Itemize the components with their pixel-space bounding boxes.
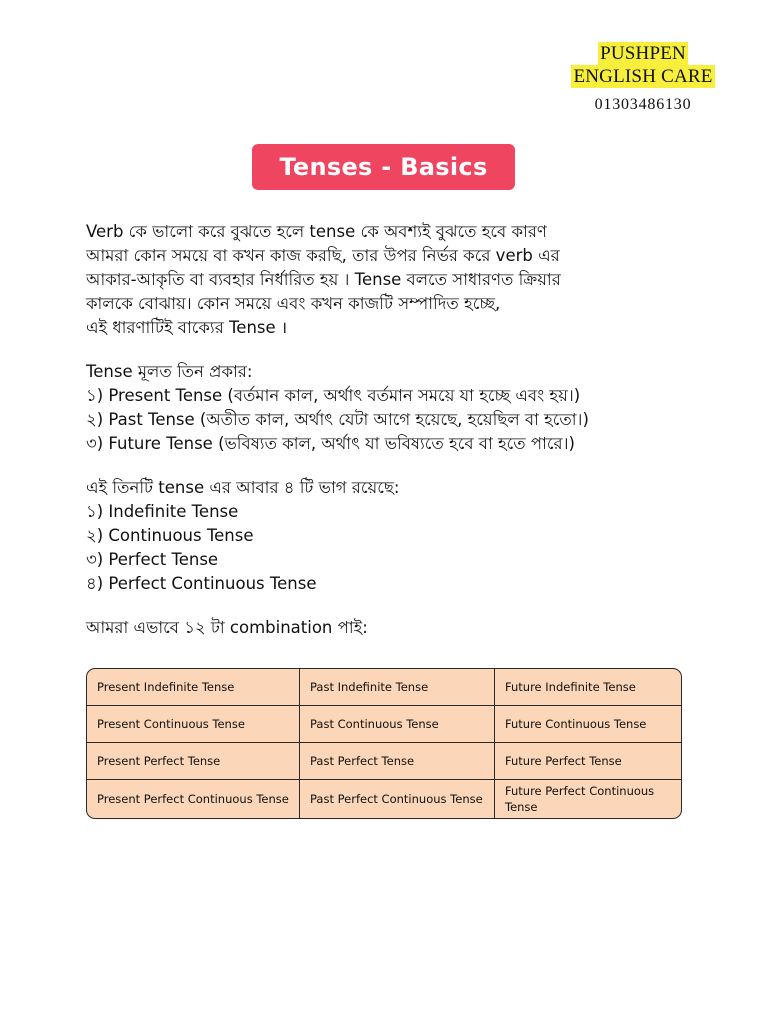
list-item: ২) Past Tense (অতীত কাল, অর্থাৎ যেটা আগে হয়েছে, হয়েছিল বা হতো।)	[86, 410, 589, 429]
intro-line: Verb কে ভালো করে বুঝতে হলে tense কে অবশ্যই বুঝতে হবে কারণ	[86, 222, 547, 241]
table-cell: Future Perfect Tense	[495, 743, 682, 780]
page-title: Tenses - Basics	[252, 144, 515, 190]
list-item: ১) Present Tense (বর্তমান কাল, অর্থাৎ বর্তমান সময়ে যা হচ্ছে এবং হয়।)	[86, 386, 581, 405]
intro-line: এই ধারণাটিই বাক্যের Tense ।	[86, 318, 288, 337]
list-item: ১) Indefinite Tense	[86, 502, 239, 521]
table-cell: Future Continuous Tense	[495, 706, 682, 743]
table-cell: Present Perfect Tense	[87, 743, 300, 780]
brand-name-line-1: PUSHPEN	[600, 43, 686, 64]
tense-combination-table	[86, 668, 682, 819]
brand-name-line-2: ENGLISH CARE	[573, 66, 713, 87]
list-item: ৪) Perfect Continuous Tense	[86, 574, 317, 593]
tense-divisions-heading: এই তিনটি tense এর আবার ৪ টি ভাগ রয়েছে:	[86, 478, 400, 497]
intro-line: আকার-আকৃতি বা ব্যবহার নির্ধারিত হয় । Tense বলতে সাধারণত ক্রিয়ার	[86, 270, 561, 289]
combination-line: আমরা এভাবে ১২ টা combination পাই:	[86, 618, 368, 637]
tense-divisions-list	[86, 476, 686, 596]
table-cell: Past Perfect Tense	[300, 743, 495, 780]
brand-phone: 01303486130	[594, 96, 692, 113]
intro-line: কালকে বোঝায়। কোন সময়ে এবং কখন কাজটি সম্পাদিত হচ্ছে,	[86, 294, 501, 313]
table-row	[87, 780, 681, 819]
brand-block	[540, 42, 746, 114]
tense-types-list	[86, 360, 686, 456]
table-row	[87, 706, 681, 743]
main-content	[86, 220, 686, 640]
table-cell: Future Perfect Continuous Tense	[495, 780, 682, 819]
table-row	[87, 669, 681, 706]
table-cell: Past Perfect Continuous Tense	[300, 780, 495, 819]
table-cell: Past Indefinite Tense	[300, 669, 495, 706]
intro-paragraph	[86, 220, 686, 340]
list-item: ২) Continuous Tense	[86, 526, 254, 545]
table-cell: Future Indefinite Tense	[495, 669, 682, 706]
tense-types-heading: Tense মূলত তিন প্রকার:	[86, 362, 253, 381]
list-item: ৩) Perfect Tense	[86, 550, 219, 569]
table-cell: Past Continuous Tense	[300, 706, 495, 743]
intro-line: আমরা কোন সময়ে বা কখন কাজ করছি, তার উপর নির্ভর করে verb এর	[86, 246, 560, 265]
list-item: ৩) Future Tense (ভবিষ্যত কাল, অর্থাৎ যা ভবিষ্যতে হবে বা হতে পারে।)	[86, 434, 575, 453]
table-cell: Present Indefinite Tense	[87, 669, 300, 706]
table-row	[87, 743, 681, 780]
table-cell: Present Continuous Tense	[87, 706, 300, 743]
table-cell: Present Perfect Continuous Tense	[87, 780, 300, 819]
